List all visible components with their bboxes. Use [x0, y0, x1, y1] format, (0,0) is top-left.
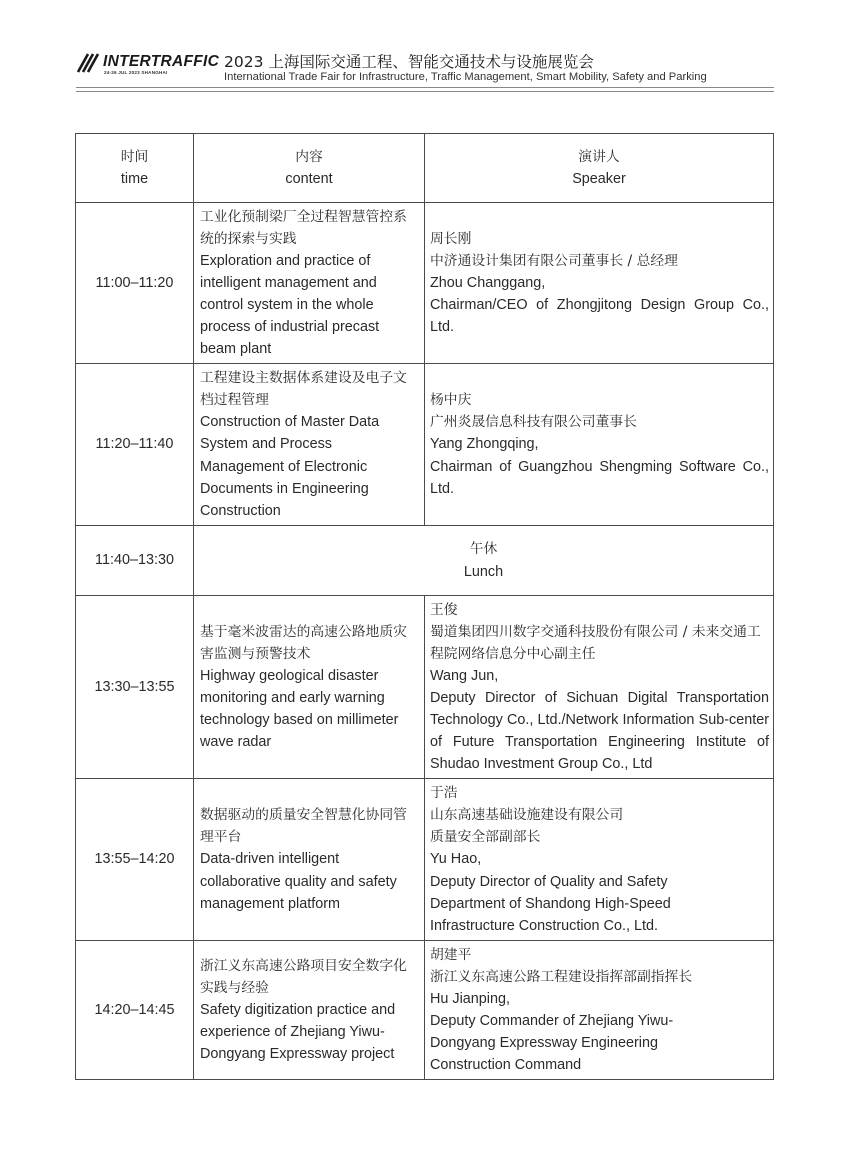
header-content: 内容 content	[194, 134, 425, 203]
session-speaker: 杨中庆 广州炎晟信息科技有限公司董事长 Yang Zhongqing, Chairman of Guangzhou Shengming Software Co., Ltd.	[425, 364, 774, 526]
table-row	[76, 779, 774, 941]
header-title-cn: 2023 上海国际交通工程、智能交通技术与设施展览会	[224, 53, 594, 71]
session-time: 14:20–14:45	[76, 941, 194, 1080]
session-content: 浙江义东高速公路项目安全数字化实践与经验 Safety digitization practice and experience of Zhejiang Yiwu-Dongyang Expressway project	[194, 941, 425, 1080]
session-speaker: 于浩 山东高速基础设施建设有限公司 质量安全部副部长 Yu Hao, Deputy Director of Quality and Safety Department of Shandong High-Speed Infrastructure Construction Co., Ltd.	[425, 779, 774, 941]
table-row	[76, 941, 774, 1080]
header-rule-top	[76, 87, 774, 88]
table-row	[76, 596, 774, 779]
session-time: 11:00–11:20	[76, 203, 194, 364]
lunch-break: 午休 Lunch	[194, 526, 774, 596]
agenda-table	[75, 133, 774, 1080]
session-content: 工程建设主数据体系建设及电子文档过程管理 Construction of Master Data System and Process Management of Electronic Documents in Engineering Construction	[194, 364, 425, 526]
session-time: 11:20–11:40	[76, 364, 194, 526]
logo-text: INTERTRAFFIC	[103, 53, 220, 70]
session-time: 11:40–13:30	[76, 526, 194, 596]
session-time: 13:55–14:20	[76, 779, 194, 941]
session-speaker: 胡建平 浙江义东高速公路工程建设指挥部副指挥长 Hu Jianping, Deputy Commander of Zhejiang Yiwu- Dongyang Expressway Engineering Construction Command	[425, 941, 774, 1080]
table-row	[76, 203, 774, 364]
table-header-row	[76, 134, 774, 203]
session-time: 13:30–13:55	[76, 596, 194, 779]
header-time: 时间 time	[76, 134, 194, 203]
table-row-lunch	[76, 526, 774, 596]
header-rule-bottom	[76, 91, 774, 92]
intertraffic-logo-icon	[76, 50, 100, 74]
session-content: 工业化预制梁厂全过程智慧管控系统的探索与实践 Exploration and practice of intelligent management and control system in the whole process of industrial precast beam plant	[194, 203, 425, 364]
header-speaker: 演讲人 Speaker	[425, 134, 774, 203]
table-row	[76, 364, 774, 526]
session-content: 基于毫米波雷达的高速公路地质灾害监测与预警技术 Highway geological disaster monitoring and early warning technology based on millimeter wave radar	[194, 596, 425, 779]
session-content: 数据驱动的质量安全智慧化协同管理平台 Data-driven intelligent collaborative quality and safety management platform	[194, 779, 425, 941]
logo-subtitle: 24-26 JUL 2023 SHANGHAI	[104, 70, 168, 75]
header-title-en: International Trade Fair for Infrastructure, Traffic Management, Smart Mobility, Safety and Parking	[224, 71, 707, 83]
page-header	[76, 48, 774, 88]
session-speaker: 王俊 蜀道集团四川数字交通科技股份有限公司 / 未来交通工程院网络信息分中心副主任 Wang Jun, Deputy Director of Sichuan Digital Transportation Technology Co., Ltd./Network Information Sub-center of Future Transportation Engineering Institute of Shudao Investment Group Co., Ltd	[425, 596, 774, 779]
session-speaker: 周长刚 中济通设计集团有限公司董事长 / 总经理 Zhou Changgang, Chairman/CEO of Zhongjitong Design Group Co., Ltd.	[425, 203, 774, 364]
